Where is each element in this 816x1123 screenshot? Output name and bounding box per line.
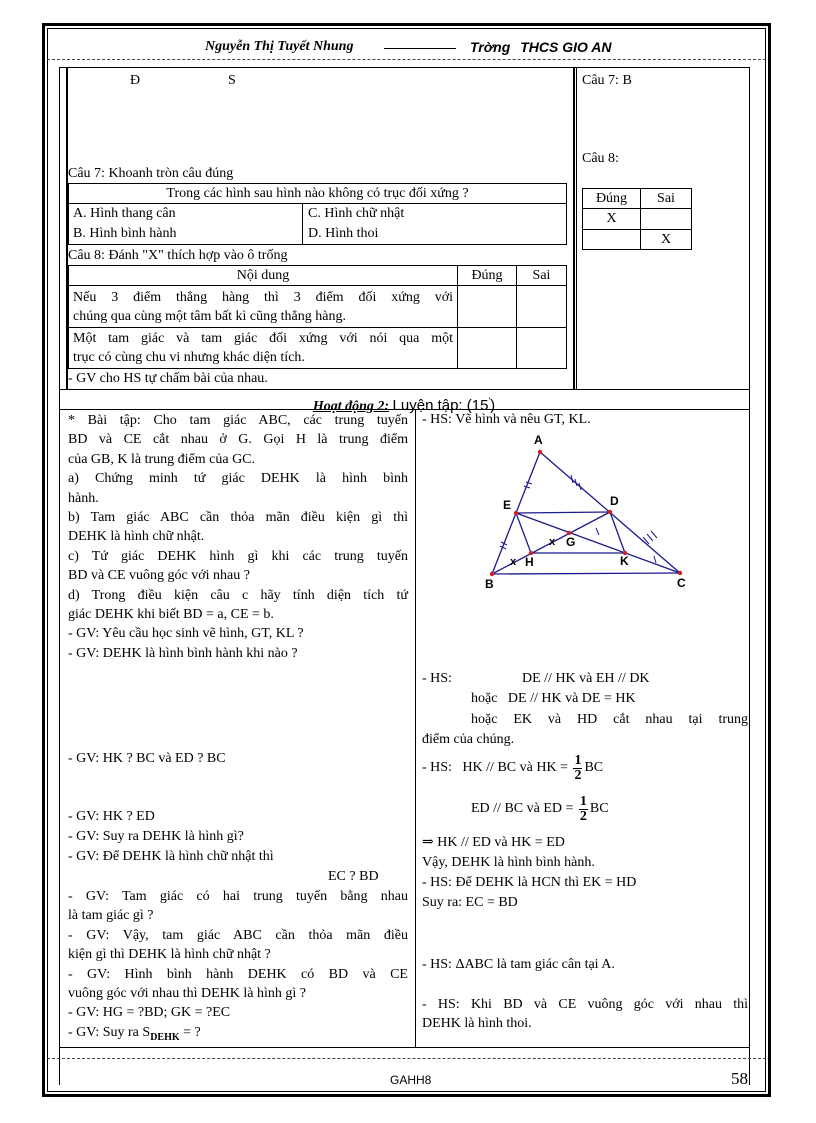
cau8-header-dung: Đúng	[471, 268, 503, 283]
footer-code: GAHH8	[390, 1073, 432, 1087]
section-divider	[59, 389, 749, 390]
answer-table	[582, 188, 692, 250]
cau8-title: Câu 8: Đánh "X" thích hợp vào ô trống	[68, 248, 288, 263]
label-e: E	[503, 498, 512, 512]
cau7-title: Câu 7: Khoanh tròn câu đúng	[68, 166, 234, 181]
label-g: G	[566, 535, 576, 549]
hs-de-line-3: hoặc EK và HD cắt nhau tại trung	[471, 712, 748, 727]
label-a: A	[534, 433, 543, 447]
cau7-question: Trong các hình sau hình nào không có trục đối xứng ?	[166, 186, 469, 201]
answer-col-border	[576, 67, 577, 389]
answer-cau8: Câu 8:	[582, 151, 619, 166]
answer-cau7: Câu 7: B	[582, 73, 632, 88]
label-x-bh: x	[510, 556, 517, 568]
cau8-header-content: Nội dung	[236, 268, 290, 283]
answer-header-sai: Sai	[657, 191, 675, 206]
cau7-table	[68, 183, 567, 245]
table-top-border	[59, 67, 749, 68]
exercise-text: * Bài tập: Cho tam giác ABC, các trung tuyến BD và CE cắt nhau ở G. Gọi H là trung điểm của GB, K là trung điểm của GC. a) Chứng minh tứ giác DEHK là hình bình hành. b) Tam giác ABC cần thỏa mãn điều kiện gì thì DEHK là hình chữ nhật. c) Tứ giác DEHK hình gì khi các trung tuyến BD và CE vuông góc với nhau ? d) Trong điều kiện câu c hãy tính diện tích tứ giác DEHK khi biết BD = a, CE = b. - GV: Yêu cầu học sinh vẽ hình, GT, KL ? - GV: DEHK là hình bình hành khi nào ?	[68, 413, 408, 661]
cau7-option-a: A. Hình thang cân	[73, 206, 176, 221]
edge-bc	[492, 573, 680, 574]
school-name: THCS GIO AN	[520, 39, 612, 55]
tick-marks	[500, 475, 657, 563]
table-right-border	[749, 67, 750, 1085]
hs-draw: - HS: Vẽ hình và nêu GT, KL.	[422, 412, 591, 427]
cau7-option-c: C. Hình chữ nhật	[308, 206, 405, 221]
answer-row1-dung: X	[606, 211, 617, 226]
ds-label-dung: Đ	[130, 73, 141, 88]
cau8-row-2: Một tam giác và tam giác đối xứng với nói qua một trục có cùng chu vi nhưng khác diện tích.	[73, 331, 453, 366]
gv-note: - GV cho HS tự chấm bài của nhau.	[68, 371, 268, 386]
author-name: Nguyễn Thị Tuyết Nhung	[205, 39, 354, 54]
hs-de-prefix: - HS:	[422, 671, 452, 686]
hs-vay: Vậy, DEHK là hình bình hành.	[422, 855, 595, 870]
hs-de-line-2: hoặc DE // HK và DE = HK	[471, 691, 636, 706]
hs-implies: ⇒ HK // ED và HK = ED	[422, 835, 565, 850]
exam-right-border	[573, 67, 575, 389]
triangle-figure	[416, 428, 748, 593]
hs-can: - HS: ΔABC là tam giác cân tại A.	[422, 957, 615, 972]
answer-row2-sai: X	[660, 232, 672, 247]
cau8-header-sai: Sai	[532, 268, 551, 283]
header-rule	[47, 59, 766, 60]
hs-thoi: - HS: Khi BD và CE vuông góc với nhau thì DEHK là hình thoi.	[422, 997, 748, 1032]
gv-q-suy-ra: - GV: Suy ra DEHK là hình gì?	[68, 829, 244, 844]
hs-de-line-4: điểm của chúng.	[422, 732, 515, 747]
segment-de	[516, 512, 610, 513]
gv-q-de: - GV: Để DEHK là hình chữ nhật thì	[68, 849, 274, 864]
fraction-half-2: $\frac{1}{2}$	[579, 793, 587, 824]
label-b: B	[485, 577, 494, 591]
activity-divider	[59, 409, 749, 410]
header-dash-line	[384, 48, 456, 49]
page-number: 58	[731, 1069, 748, 1088]
cau7-option-d: D. Hình thoi	[308, 226, 379, 241]
gv-questions-rest: - GV: Tam giác có hai trung tuyến bằng nhau là tam giác gì ? - GV: Vậy, tam giác ABC cần thỏa mãn điều kiện gì thì DEHK là hình chữ nhật ? - GV: Hình bình hành DEHK có BD và CE vuông góc với nhau thì DEHK là hình gì ? - GV: HG = ?BD; GK = ?EC	[68, 889, 408, 1021]
cau7-option-b: B. Hình bình hành	[73, 226, 177, 241]
label-k: K	[620, 554, 629, 568]
fraction-half-1: $\frac{1}{2}$	[574, 752, 582, 783]
gv-q-ec-bd: EC ? BD	[328, 869, 379, 884]
answer-header-dung: Đúng	[595, 191, 628, 206]
label-h: H	[525, 555, 534, 569]
segment-eh	[516, 513, 531, 553]
hs-hk-formula: - HS: HK // BC và HK = $\frac{1}{2}$ BC	[422, 752, 604, 783]
hs-ed-formula: ED // BC và ED = $\frac{1}{2}$ BC	[471, 793, 609, 824]
label-d: D	[610, 494, 619, 508]
label-c: C	[677, 576, 686, 590]
activity-main: Luyện tập: (15')	[392, 396, 496, 414]
gv-q-area: - GV: Suy ra $S_{DEHK}$ = ?	[68, 1025, 201, 1043]
cau8-table	[68, 265, 567, 369]
page-header	[0, 38, 816, 58]
gv-q-hk-ed: - GV: HK ? ED	[68, 809, 155, 824]
school-label	[470, 39, 612, 55]
ds-label-sai: S	[228, 73, 236, 88]
table-left-border	[59, 67, 60, 1085]
label-x-hg: x	[549, 536, 556, 548]
school-prefix: Trờng	[470, 39, 511, 55]
median-ce	[516, 513, 680, 573]
footer-rule	[47, 1058, 766, 1059]
cau8-row-1: Nếu 3 điểm thẳng hàng thì 3 điểm đối xứng với chúng qua cùng một tâm bất kì cũng thẳng hàng.	[73, 290, 453, 325]
hs-hcn: - HS: Để DEHK là HCN thì EK = HD	[422, 875, 637, 890]
table-bottom-border	[59, 1047, 749, 1048]
gv-q-hk-bc: - GV: HK ? BC và ED ? BC	[68, 751, 226, 766]
hs-de-line-1: DE // HK và EH // DK	[522, 671, 650, 686]
hs-suy-ra: Suy ra: EC = BD	[422, 895, 518, 910]
activity-prefix: Hoạt động 2:	[312, 399, 390, 414]
